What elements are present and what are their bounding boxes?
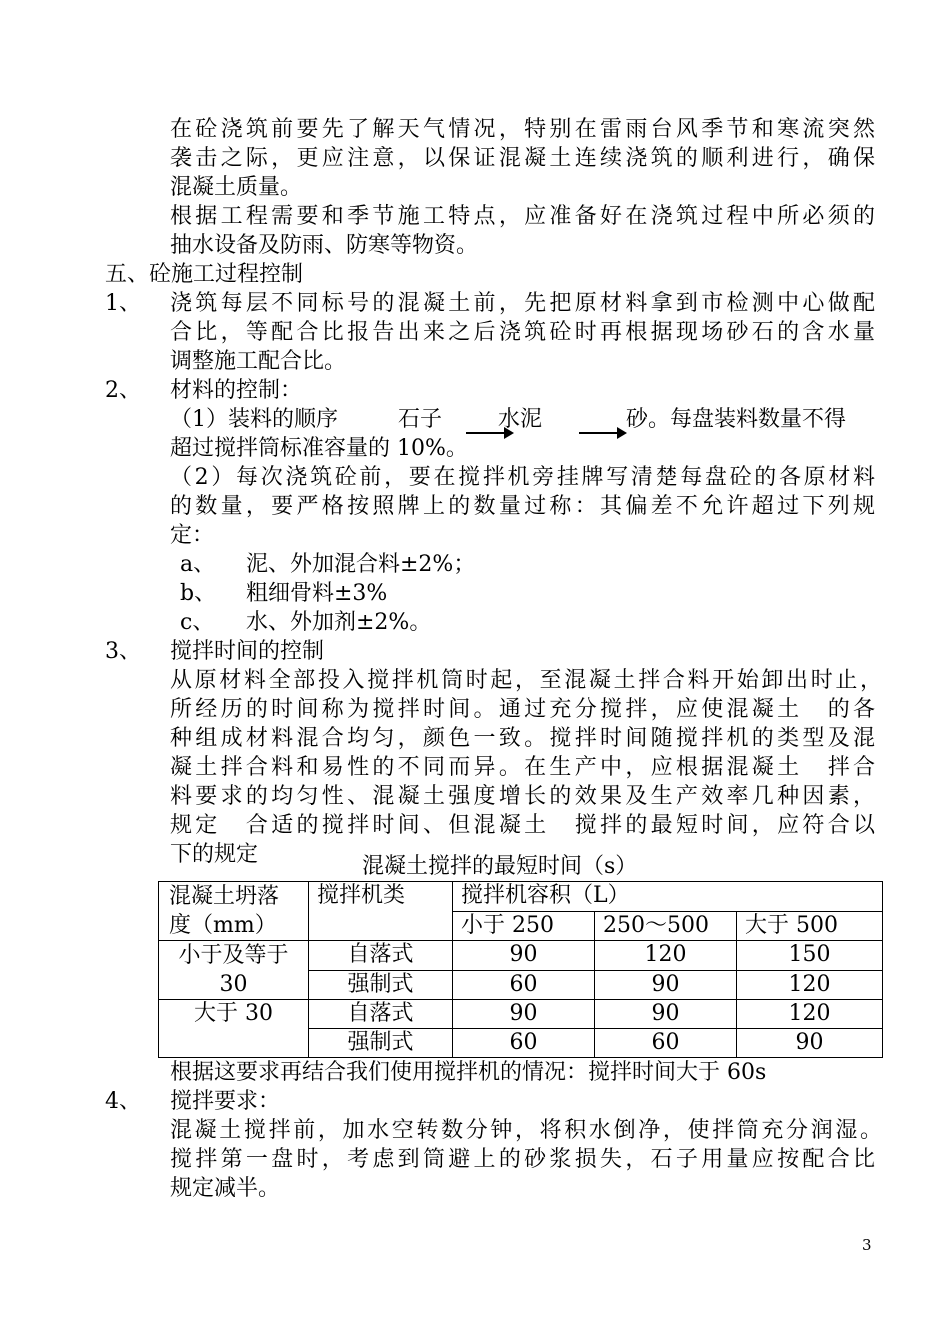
sub-item-mark: a、	[180, 552, 216, 577]
body-text-line: 料要求的均匀性、混凝土强度增长的效果及生产效率几种因素，	[170, 784, 875, 809]
time-cell: 120	[595, 941, 737, 971]
body-text-line: 调整施工配合比。	[170, 349, 347, 374]
table-row	[159, 1000, 883, 1029]
body-text-line: 下的规定	[170, 842, 259, 867]
time-cell: 60	[453, 970, 595, 1000]
time-cell: 90	[595, 970, 737, 1000]
item-number: 4、	[105, 1089, 141, 1114]
item-number: 2、	[105, 378, 141, 403]
body-text-line: 超过搅拌筒标准容量的 10%。	[170, 436, 468, 461]
loading-order-cement: 水泥	[498, 407, 543, 432]
loading-order-label: （1）装料的顺序	[170, 407, 338, 432]
body-text-line: 的数量，要严格按照牌上的数量过称：其偏差不允许超过下列规	[170, 494, 875, 519]
mixing-time-table	[158, 881, 883, 1058]
header-capacity-col: 大于 500	[737, 911, 883, 941]
mixer-type-cell: 自落式	[309, 1000, 453, 1029]
loading-order-sand: 砂。每盘装料数量不得	[626, 407, 847, 432]
time-cell: 120	[737, 1000, 883, 1029]
header-slump: 混凝土坍落度（mm）	[159, 882, 309, 941]
body-text-line: 浇筑每层不同标号的混凝土前，先把原材料拿到市检测中心做配	[170, 291, 875, 316]
body-text-line: （2）每次浇筑砼前，要在搅拌机旁挂牌写清楚每盘砼的各原材料	[170, 465, 875, 490]
time-cell: 120	[737, 970, 883, 1000]
item-number: 1、	[105, 291, 141, 316]
header-mixer-type: 搅拌机类	[309, 882, 453, 941]
body-text-line: 定：	[170, 523, 215, 548]
body-text-line: 搅拌第一盘时，考虑到筒避上的砂浆损失，石子用量应按配合比	[170, 1147, 875, 1172]
body-text-line: 混凝土搅拌前，加水空转数分钟，将积水倒净，使拌筒充分润湿。	[170, 1118, 882, 1143]
time-cell: 90	[453, 1000, 595, 1029]
item-title: 材料的控制：	[170, 378, 303, 403]
table-row	[159, 882, 883, 912]
body-text-line: 抽水设备及防雨、防寒等物资。	[170, 233, 479, 258]
table-row	[159, 941, 883, 971]
item-title: 搅拌要求：	[170, 1089, 281, 1114]
body-text-line: 所经历的时间称为搅拌时间。通过充分搅拌，应使混凝土 的各	[170, 697, 875, 722]
body-text-line: 合比，等配合比报告出来之后浇筑砼时再根据现场砂石的含水量	[170, 320, 875, 345]
arrow-right-icon	[466, 432, 512, 434]
body-text-line: 根据工程需要和季节施工特点，应准备好在浇筑过程中所必须的	[170, 204, 875, 229]
body-text-line: 凝土拌合料和易性的不同而异。在生产中，应根据混凝土 拌合	[170, 755, 875, 780]
header-capacity-col: 250～500	[595, 911, 737, 941]
mixer-type-cell: 自落式	[309, 941, 453, 971]
body-text-line: 从原材料全部投入搅拌机筒时起，至混凝土拌合料开始卸出时止，	[170, 668, 882, 693]
arrow-right-icon	[579, 432, 625, 434]
loading-order-stone: 石子	[398, 407, 443, 432]
item-number: 3、	[105, 639, 141, 664]
page-number: 3	[862, 1236, 872, 1254]
item-title: 搅拌时间的控制	[170, 639, 325, 664]
mixer-type-cell: 强制式	[309, 1029, 453, 1058]
time-cell: 90	[737, 1029, 883, 1058]
body-text-line: 规定减半。	[170, 1176, 281, 1201]
time-cell: 60	[595, 1029, 737, 1058]
sub-item-mark: c、	[180, 610, 215, 635]
time-cell: 90	[595, 1000, 737, 1029]
body-text-line: 混凝土质量。	[170, 175, 303, 200]
header-capacity: 搅拌机容积（L）	[453, 882, 883, 912]
time-cell: 90	[453, 941, 595, 971]
sub-item-mark: b、	[180, 581, 217, 606]
sub-item-text: 水、外加剂±2%。	[246, 610, 432, 635]
body-text-line: 根据这要求再结合我们使用搅拌机的情况：搅拌时间大于 60s	[170, 1060, 767, 1085]
sub-item-text: 泥、外加混合料±2%；	[246, 552, 476, 577]
mixer-type-cell: 强制式	[309, 970, 453, 1000]
table-caption: 混凝土搅拌的最短时间（s）	[362, 854, 638, 879]
sub-item-text: 粗细骨料±3%	[246, 581, 388, 606]
time-cell: 60	[453, 1029, 595, 1058]
slump-cell: 小于及等于30	[159, 941, 309, 1000]
body-text-line: 规定 合适的搅拌时间、但混凝土 搅拌的最短时间，应符合以	[170, 813, 875, 838]
slump-cell: 大于 30	[159, 1000, 309, 1058]
body-text-line: 在砼浇筑前要先了解天气情况，特别在雷雨台风季节和寒流突然	[170, 117, 875, 142]
body-text-line: 袭击之际，更应注意，以保证混凝土连续浇筑的顺利进行，确保	[170, 146, 875, 171]
header-capacity-col: 小于 250	[453, 911, 595, 941]
body-text-line: 种组成材料混合均匀，颜色一致。搅拌时间随搅拌机的类型及混	[170, 726, 875, 751]
section-heading: 五、砼施工过程控制	[105, 262, 304, 287]
time-cell: 150	[737, 941, 883, 971]
